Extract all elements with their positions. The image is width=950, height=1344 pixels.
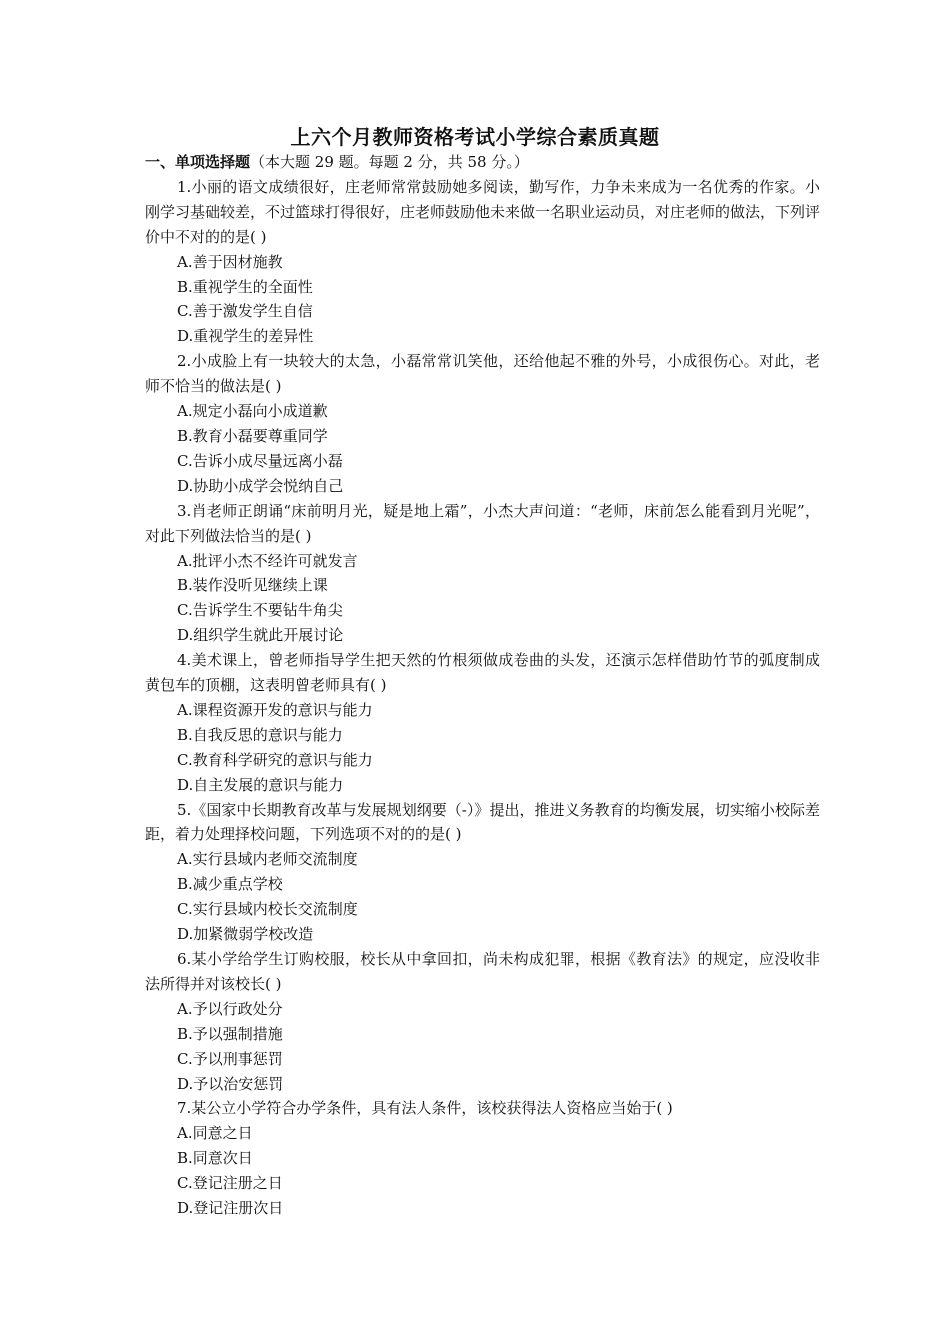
section-label: 一、单项选择题 <box>145 153 251 171</box>
option-c: C.实行县域内校长交流制度 <box>177 900 358 919</box>
option-d: D.登记注册次日 <box>177 1199 284 1218</box>
option-d: D.组织学生就此开展讨论 <box>177 626 344 645</box>
question-5 <box>145 798 820 947</box>
option-b: B.装作没听见继续上课 <box>177 576 328 595</box>
question-stem: 3.肖老师正朗诵“床前明月光，疑是地上霜”，小杰大声问道：“老师，床前怎么能看到月光呢”，对此下列做法恰当的是( ) <box>145 501 820 545</box>
section-note: （本大题 29 题。每题 2 分，共 58 分。） <box>250 153 529 171</box>
option-c: C.告诉学生不要钻牛角尖 <box>177 601 343 620</box>
question-4 <box>145 648 820 797</box>
option-a: A.规定小磊向小成道歉 <box>177 402 328 421</box>
question-stem: 7.某公立小学符合办学条件，具有法人条件，该校获得法人资格应当始于( ) <box>177 1099 673 1118</box>
option-a: A.实行县域内老师交流制度 <box>177 850 358 869</box>
option-a: A.善于因材施教 <box>177 252 283 271</box>
option-d: D.自主发展的意识与能力 <box>177 775 344 794</box>
option-a: A.同意之日 <box>177 1124 253 1143</box>
option-c: C.善于激发学生自信 <box>177 302 313 321</box>
question-1 <box>145 175 820 349</box>
question-2 <box>145 349 820 498</box>
option-b: B.自我反思的意识与能力 <box>177 725 343 744</box>
option-d: D.重视学生的差异性 <box>177 327 314 346</box>
option-b: B.重视学生的全面性 <box>177 277 313 296</box>
option-c: C.予以刑事惩罚 <box>177 1049 283 1068</box>
question-stem: 5.《国家中长期教育改革与发展规划纲要（-）》提出，推进义务教育的均衡发展，切实缩小校际差距，着力处理择校问题，下列选项不对的的是( ) <box>145 800 820 844</box>
option-d: D.予以治安惩罚 <box>177 1074 284 1093</box>
question-stem: 2.小成脸上有一块较大的太急，小磊常常讥笑他，还给他起不雅的外号，小成很伤心。对此，老师不恰当的做法是( ) <box>145 352 820 396</box>
option-c: C.告诉小成尽量远离小磊 <box>177 451 343 470</box>
option-b: B.减少重点学校 <box>177 875 283 894</box>
option-a: A.批评小杰不经许可就发言 <box>177 551 358 570</box>
option-d: D.协助小成学会悦纳自己 <box>177 476 344 495</box>
option-c: C.登记注册之日 <box>177 1174 283 1193</box>
option-c: C.教育科学研究的意识与能力 <box>177 750 373 769</box>
option-d: D.加紧微弱学校改造 <box>177 925 314 944</box>
question-3 <box>145 499 820 648</box>
document-body <box>145 150 820 1221</box>
document-title: 上六个月教师资格考试小学综合素质真题 <box>290 125 660 149</box>
question-6 <box>145 947 820 1096</box>
question-stem: 6.某小学给学生订购校服，校长从中拿回扣，尚未构成犯罪，根据《教育法》的规定，应没收非法所得并对该校长( ) <box>145 950 820 993</box>
option-b: B.同意次日 <box>177 1149 253 1168</box>
option-a: A.课程资源开发的意识与能力 <box>177 700 373 719</box>
question-stem: 1.小丽的语文成绩很好，庄老师常常鼓励她多阅读，勤写作，力争未来成为一名优秀的作家。小刚学习基础较差，不过篮球打得很好，庄老师鼓励他未来做一名职业运动员，对庄老师的做法，下列评价中不对的的是( ) <box>145 177 821 246</box>
section-heading <box>145 150 820 175</box>
question-stem: 4.美术课上，曾老师指导学生把天然的竹根须做成卷曲的头发，还演示怎样借助竹节的弧度制成黄包车的顶棚，这表明曾老师具有( ) <box>145 651 820 695</box>
option-a: A.予以行政处分 <box>177 999 283 1018</box>
option-b: B.教育小磊要尊重同学 <box>177 426 328 445</box>
option-b: B.予以强制措施 <box>177 1024 283 1043</box>
question-7 <box>145 1096 820 1221</box>
